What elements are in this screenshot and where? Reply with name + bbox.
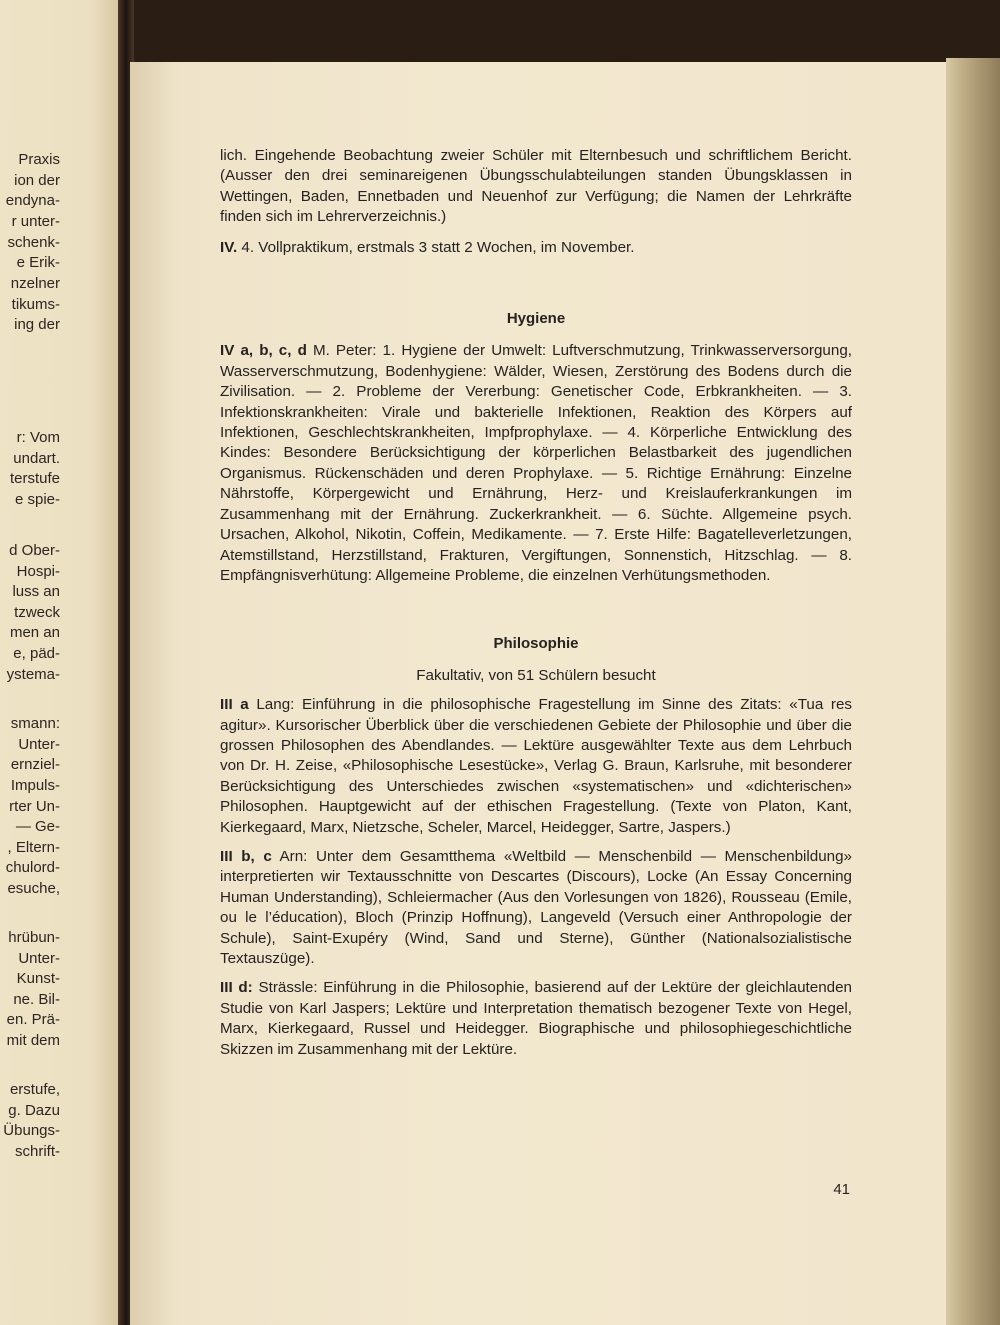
left-page-text-line: e, päd- — [13, 645, 60, 662]
section-text: Arn: Unter dem Gesamtthema «Weltbild — Menschenbild — Menschenbildung» interpretierten wir Textausschnitte von Descartes (Discours), Locke (An Essay Concerning Human Understanding), Schleiermacher (Aus den Vorlesungen von 1826), Rousseau (Emile, ou le l’éducation), Bloch (Prinzip Hoffnung), Langeveld (Versuch einer Anthropologie der Schule), Saint-Exupéry (Wind, Sand und Sterne), Günther (Nationalsozialistische Textauszüge). — [220, 847, 852, 967]
left-page-text-line: chulord- — [5, 859, 60, 876]
left-page-text-line: hrübun- — [8, 929, 60, 946]
intro-paragraph: lich. Eingehende Beobachtung zweier Schüler mit Elternbesuch und schriftlichem Bericht. (Ausser den drei seminareigenen Übungsschulabteilungen standen Übungsklassen in Wettingen, Baden, Ennetbaden und Neuenhof zur Verfügung; die Namen der Lehrkräfte finden sich im Lehrerverzeichnis.) — [220, 147, 852, 226]
hygiene-heading: Hygiene — [506, 310, 566, 328]
left-page-text-line: ing der — [14, 316, 60, 333]
left-page-text-line: Unter- — [18, 950, 60, 967]
left-page-text-line: luss an — [12, 583, 60, 600]
philosophy-iiia-paragraph — [220, 695, 852, 838]
left-page-text-line: esuche, — [7, 880, 60, 897]
philosophy-subheading: Fakultativ, von 51 Schülern besucht — [416, 666, 656, 684]
left-page-text-line: g. Dazu — [8, 1102, 60, 1119]
left-page-text-line: Praxis — [18, 151, 60, 168]
page-edge — [946, 58, 1000, 1325]
philosophy-heading: Philosophie — [493, 635, 579, 653]
left-page-text-line: d Ober- — [9, 542, 60, 559]
page-number: 41 — [833, 1181, 850, 1198]
left-page — [0, 0, 128, 1325]
left-page-text-line: mit dem — [6, 1032, 60, 1049]
left-page-text-line: terstufe — [9, 470, 60, 487]
section-label: III a — [220, 696, 249, 714]
left-page-text-line: schenk- — [7, 234, 60, 251]
left-page-text-line: , Eltern- — [7, 839, 60, 856]
section-text: M. Peter: 1. Hygiene der Umwelt: Luftverschmutzung, Trinkwasserversorgung, Wasserverschmutzung, Bodenhygiene: Wälder, Wiesen, Zerstörung des Bodens durch die Zivilisation. — 2. Probleme der Vererbung: Genetischer Code, Erbkrankheiten. — 3. Infektionskrankheiten: Virale und bakterielle Infektionen, Reaktion des Körpers auf Infektionen, Geschlechtskrankheiten, Impfprophylaxe. — 4. Körperliche Entwicklung des Kindes: Besondere Berücksichtigung der körperlichen Belastbarkeit des jugendlichen Organismus. Rückenschäden und deren Prophylaxe. — 5. Richtige Ernährung: Einzelne Nährstoffe, Körpergewicht und Ernährung, Herz- und Kreislauferkrankungen im Zusammenhang mit der Ernährung. Zuckerkrankheit. — 6. Süchte. Allgemeine psych. Ursachen, Alkohol, Nikotin, Coffein, Medikamente. — 7. Erste Hilfe: Bagatelleverletzungen, Atemstillstand, Herzstillstand, Frakturen, Vergiftungen, Sonnenstich, Hitzschlag. — 8. Empfängnisverhütung: Allgemeine Probleme, die einzelnen Verhütungsmethoden. — [220, 342, 852, 584]
left-page-text-line: erstufe, — [9, 1081, 60, 1098]
left-page-text-line: tikums- — [11, 296, 60, 313]
philosophy-iiid-paragraph — [220, 978, 852, 1060]
left-page-text-line: rter Un- — [9, 798, 60, 815]
section-label: IV. — [220, 238, 238, 256]
section-text: 4. Vollpraktikum, erstmals 3 statt 2 Wochen, im November. — [237, 238, 635, 256]
left-page-text-line: en. Prä- — [6, 1011, 60, 1028]
left-page-text-line: r: Vom — [16, 429, 60, 446]
section-label: IV a, b, c, d — [220, 342, 307, 360]
left-page-text-line: endyna- — [5, 192, 60, 209]
left-page-text-line: Hospi- — [16, 563, 60, 580]
left-page-text-line: Unter- — [18, 736, 60, 753]
section-text: Strässle: Einführung in die Philosophie, basierend auf der Lektüre der gleichlautenden Studie von Karl Jaspers; Lektüre und Interpretation thematisch bezogener Texte von Hegel, Marx, Kierkegaard, Russel und Heidegger. Biographische und philosophiegeschichtliche Skizzen im Zusammenhang mit der Lektüre. — [220, 979, 852, 1058]
left-page-text-line: ne. Bil- — [13, 991, 60, 1008]
left-page-text-line: schrift- — [15, 1143, 60, 1160]
left-page-text-line: ion der — [14, 172, 60, 189]
left-page-text-line: — Ge- — [15, 818, 60, 835]
left-page-text-line: Impuls- — [10, 777, 60, 794]
hygiene-paragraph — [220, 341, 852, 586]
left-page-text-line: smann: — [10, 715, 60, 732]
left-page-text-line: r unter- — [11, 213, 60, 230]
left-page-text-line: ystema- — [6, 666, 60, 683]
section-label: III b, c — [220, 847, 272, 865]
left-page-text-line: tzweck — [14, 604, 60, 621]
left-page-text-line: nzelner — [10, 275, 60, 292]
philosophy-iiibc-paragraph — [220, 847, 852, 969]
section-label: III d: — [220, 979, 253, 997]
left-page-text-line: Übungs- — [3, 1122, 60, 1139]
left-page-text-line: men an — [9, 624, 60, 641]
left-page-text-line: e Erik- — [16, 254, 60, 271]
page-content — [220, 146, 852, 1060]
left-page-text-line: Kunst- — [16, 970, 60, 987]
section-text: Lang: Einführung in die philosophische Fragestellung im Sinne des Zitats: «Tua res agitur». Kursorischer Überblick über die verschiedenen Gebiete der Philosophie und über die grossen Philosophen des Abendlandes. — Lektüre ausgewählter Texte aus dem Lehrbuch von Dr. H. Zeise, «Philosophische Lesestücke», Verlag G. Braun, Karlsruhe, mit besonderer Berücksichtigung des Unterschiedes zwischen «systematischen» und «dichterischen» Philosophen. Hauptgewicht auf der ethischen Fragestellung. (Texte von Platon, Kant, Kierkegaard, Marx, Nietzsche, Scheler, Marcel, Heidegger, Sartre, Jaspers.) — [220, 696, 853, 836]
section-iv-paragraph — [220, 238, 852, 258]
left-page-text-line: undart. — [13, 450, 60, 467]
left-page-text-line: ernziel- — [10, 756, 60, 773]
left-page-text-line: e spie- — [14, 491, 60, 508]
